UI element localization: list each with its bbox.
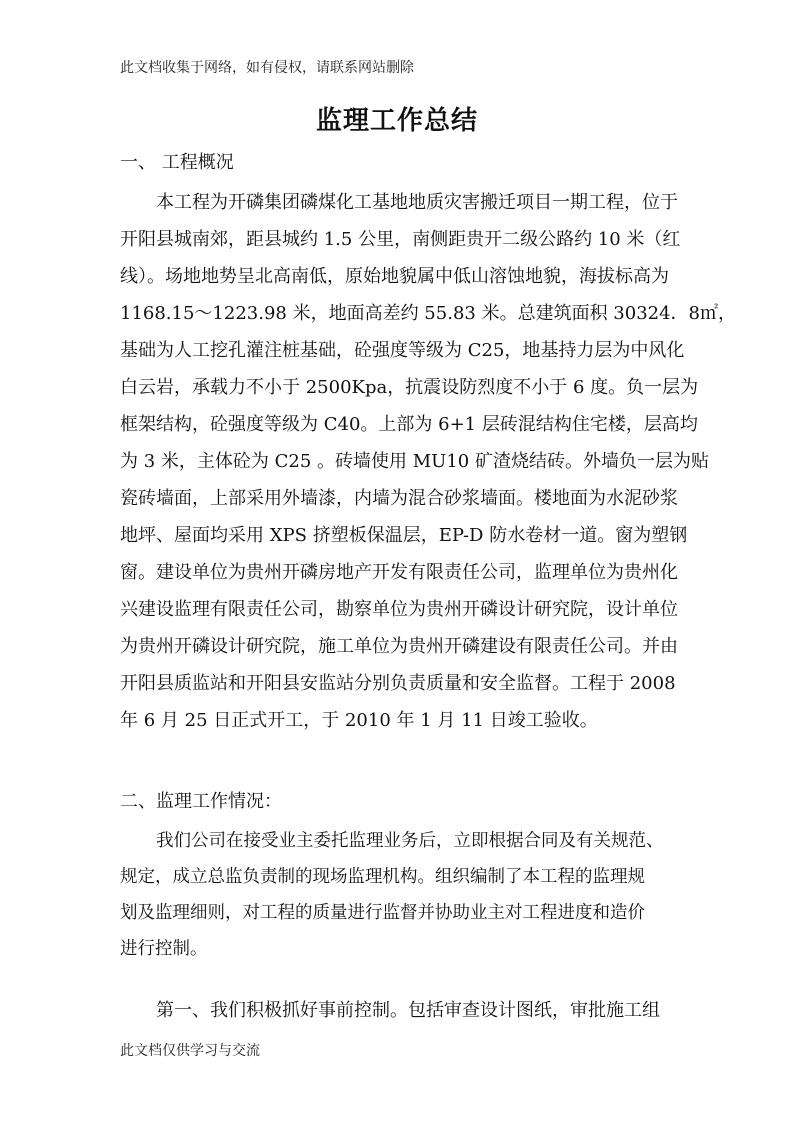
section-heading-overview: 一、 工程概况 [120,152,234,173]
overview-paragraph [120,184,736,739]
text-line: 为贵州开磷设计研究院，施工单位为贵州开磷建设有限责任公司。并由 [120,636,678,657]
text-line: 1168.15～1223.98 米，地面高差约 55.83 米。总建筑面积 30324．8㎡， [120,303,736,324]
text-line: 我们公司在接受业主委托监理业务后，立即根据合同及有关规范、 [156,831,664,851]
text-line: 开阳县城南郊，距县城约 1.5 公里，南侧距贵开二级公路约 10 米（红 [120,229,681,250]
text-line: 兴建设监理有限责任公司，勘察单位为贵州开磷设计研究院，设计单位 [120,599,678,620]
text-line: 框架结构，砼强度等级为 C40。上部为 6+1 层砖混结构住宅楼，层高均 [120,414,698,435]
text-line: 划及监理细则，对工程的质量进行监督并协助业主对工程进度和造价 [120,903,645,923]
text-line: 瓷砖墙面，上部采用外墙漆，内墙为混合砂浆墙面。楼地面为水泥砂浆 [120,488,678,509]
text-line: 开阳县质监站和开阳县安监站分别负责质量和安全监督。工程于 2008 [120,673,676,694]
text-line: 第一、我们积极抓好事前控制。包括审查设计图纸，审批施工组 [156,1000,660,1021]
supervision-paragraph [120,823,710,967]
header-note: 此文档收集于网络，如有侵权，请联系网站删除 [120,60,414,76]
text-line: 地坪、屋面均采用 XPS 挤塑板保温层，EP-D 防水卷材一道。窗为塑钢 [120,525,688,546]
prior-control-paragraph [120,992,710,1029]
text-line: 规定，成立总监负责制的现场监理机构。组织编制了本工程的监理规 [120,867,645,887]
text-line: 白云岩，承载力不小于 2500Kpa，抗震设防烈度不小于 6 度。负一层为 [120,377,699,398]
page-title: 监理工作总结 [315,106,478,136]
text-line: 为 3 米，主体砼为 C25 。砖墙使用 MU10 矿渣烧结砖。外墙负一层为贴 [120,451,709,472]
text-line: 年 6 月 25 日正式开工，于 2010 年 1 月 11 日竣工验收。 [120,710,598,731]
text-line: 基础为人工挖孔灌注桩基础，砼强度等级为 C25，地基持力层为中风化 [120,340,685,361]
text-line: 线）。场地地势呈北高南低，原始地貌属中低山溶蚀地貌，海拔标高为 [120,266,669,287]
text-line: 进行控制。 [120,939,208,959]
section-heading-supervision: 二、监理工作情况： [120,791,282,812]
text-line: 本工程为开磷集团磷煤化工基地地质灾害搬迁项目一期工程，位于 [156,192,678,213]
footer-note: 此文档仅供学习与交流 [120,1043,260,1059]
text-line: 窗。建设单位为贵州开磷房地产开发有限责任公司，监理单位为贵州化 [120,562,678,583]
